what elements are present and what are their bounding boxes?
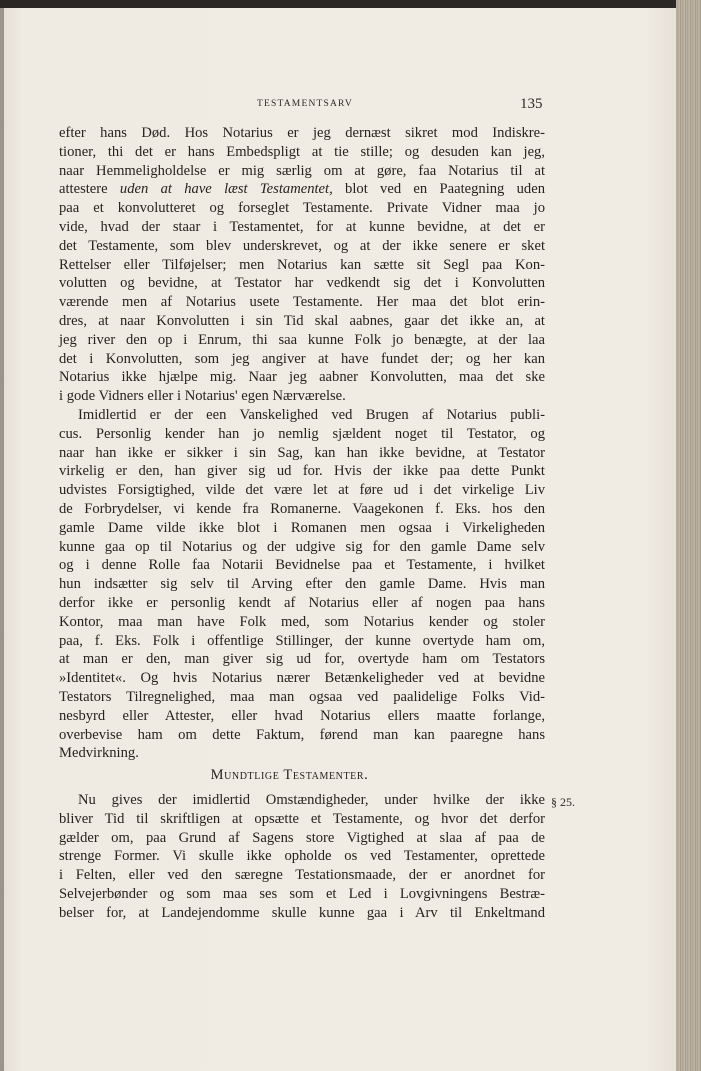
text-line: vide, hvad der staar i Testamentet, for at kunne bevidne, at det er [59,218,545,235]
body-text-upper [59,124,545,763]
running-title: TESTAMENTSARV [257,99,353,109]
paragraph-notarius-privacy [59,124,545,406]
text-line: naar han ikke er sikker i sin Sag, kan han ikke bevidne, at Testator [59,444,545,461]
text-line: det i Konvolutten, som jeg angiver at have fundet der; og her kan [59,350,545,367]
text-line: volutten og bevidne, at Testator har vedkendt sig det i Konvolutten [59,275,545,292]
text-line: kunne gaa op til Notarius og der udgive sig for den gamle Dame selv [59,538,545,555]
text-line: Rettelser eller Tilføjelser; men Notarius kan sætte sit Segl paa Kon- [59,256,545,273]
text-line: og i denne Rolle faa Notarii Bevidnelse paa et Testamente, i hvilket [59,557,545,574]
text-line: jeg river den op i Enrum, thi saa kunne Folk jo benægte, at der laa [59,331,545,348]
text-line: strenge Former. Vi skulle ikke opholde os ved Testamenter, oprettede [59,848,545,865]
text-line: bliver Tid til skriftligen at opsætte et Testamente, og hvor det derfor [59,810,545,827]
text-line: det Testamente, som blev underskrevet, og at der ikke senere er sket [59,237,545,254]
paragraph-notarius-identity [59,406,545,763]
text-line: Medvirkning. [59,745,139,762]
text-line: »Identitet«. Og hvis Notarius nærer Betænkeligheder ved at bevidne [59,670,545,687]
text-line: efter hans Død. Hos Notarius er jeg dernæst sikret mod Indiskre- [59,125,545,141]
text-line: dres, at naar Konvolutten i sin Tid skal aabnes, gaar det ikke an, at [59,312,545,329]
margin-section-number: § 25. [551,795,575,809]
page-number: 135 [520,96,543,112]
text-run: blot ved en Paategning uden [332,181,546,198]
scan-top-edge [0,0,701,8]
text-line: virkelig er den, han giver sig ud for. Hvis der ikke paa dette Punkt [59,463,545,480]
text-line: Notarius ikke hjælpe mig. Naar jeg aabner Konvolutten, maa det ske [59,369,545,386]
text-line: cus. Personlig kender han jo nemlig sjældent noget til Testator, og [59,425,545,442]
text-line: udvistes Forsigtighed, vilde det være let at føre ud i det virkelige Liv [59,482,545,499]
text-line: Imidlertid er der een Vanskelighed ved Brugen af Notarius publi- [78,406,545,423]
text-line: Nu gives der imidlertid Omstændigheder, under hvilke der ikke [78,792,545,808]
running-head [0,96,701,116]
text-line: paa, f. Eks. Folk i offentlige Stillinger, der kunne overtyde ham om, [59,632,545,649]
text-line-with-italic [59,180,545,199]
text-line: naar Hemmeligholdelse er mig særlig om at gøre, faa Notarius til at [59,162,545,179]
text-line: hun indsætter sig selv til Arving efter den gamle Dame. Hvis man [59,576,545,593]
book-edge [676,0,701,1071]
text-line: paa et konvolutteret og forseglet Testamente. Private Vidner maa jo [59,200,545,217]
text-line: nesbyrd eller Attester, eller hvad Notarius ellers maatte forlange, [59,707,545,724]
text-line: overbevise ham om dette Faktum, førend man kan paaregne hans [59,726,545,743]
section-heading [0,767,701,784]
section-heading-text: Mundtlige Testamenter. [210,767,369,783]
text-run: attestere [59,181,120,198]
body-text-lower [59,791,545,923]
text-line: i Felten, eller ved den særegne Testationsmaade, der er anordnet for [59,867,545,884]
text-line: tioner, thi det er hans Embedspligt at tie stille; og desuden kan jeg, [59,143,545,160]
text-line: at man er den, man giver sig ud for, overtyde ham om Testators [59,651,545,668]
text-line: gælder om, paa Grund af Sagens store Vigtighed at slaa af paa de [59,829,545,846]
text-line: Selvejerbønder og som maa ses som et Led i Lovgivningens Bestræ- [59,885,545,902]
text-line: værende men af Notarius usete Testamente. Her maa det blot erin- [59,294,545,311]
text-line: i gode Vidners eller i Notarius' egen Nærværelse. [59,388,346,405]
italic-phrase: uden at have læst Testamentet, [119,181,333,198]
text-line: derfor ikke er personlig kendt af Notarius eller af nogen paa hans [59,594,545,611]
text-line: belser for, at Landejendomme skulle kunne gaa i Arv til Enkeltmand [59,904,545,921]
text-line: de Forbrydelser, vi kende fra Romanerne. Vaagekonen f. Eks. hos den [59,500,545,517]
text-line: Kontor, maa man have Folk med, som Notarius kender og stoler [59,613,545,630]
text-line: Testators Tilregnelighed, maa man ogsaa ved paalidelige Folks Vid- [59,688,545,705]
text-line: gamle Dame vilde ikke blot i Romanen men ogsaa i Virkeligheden [59,519,545,536]
paragraph-oral-testaments [59,791,545,923]
